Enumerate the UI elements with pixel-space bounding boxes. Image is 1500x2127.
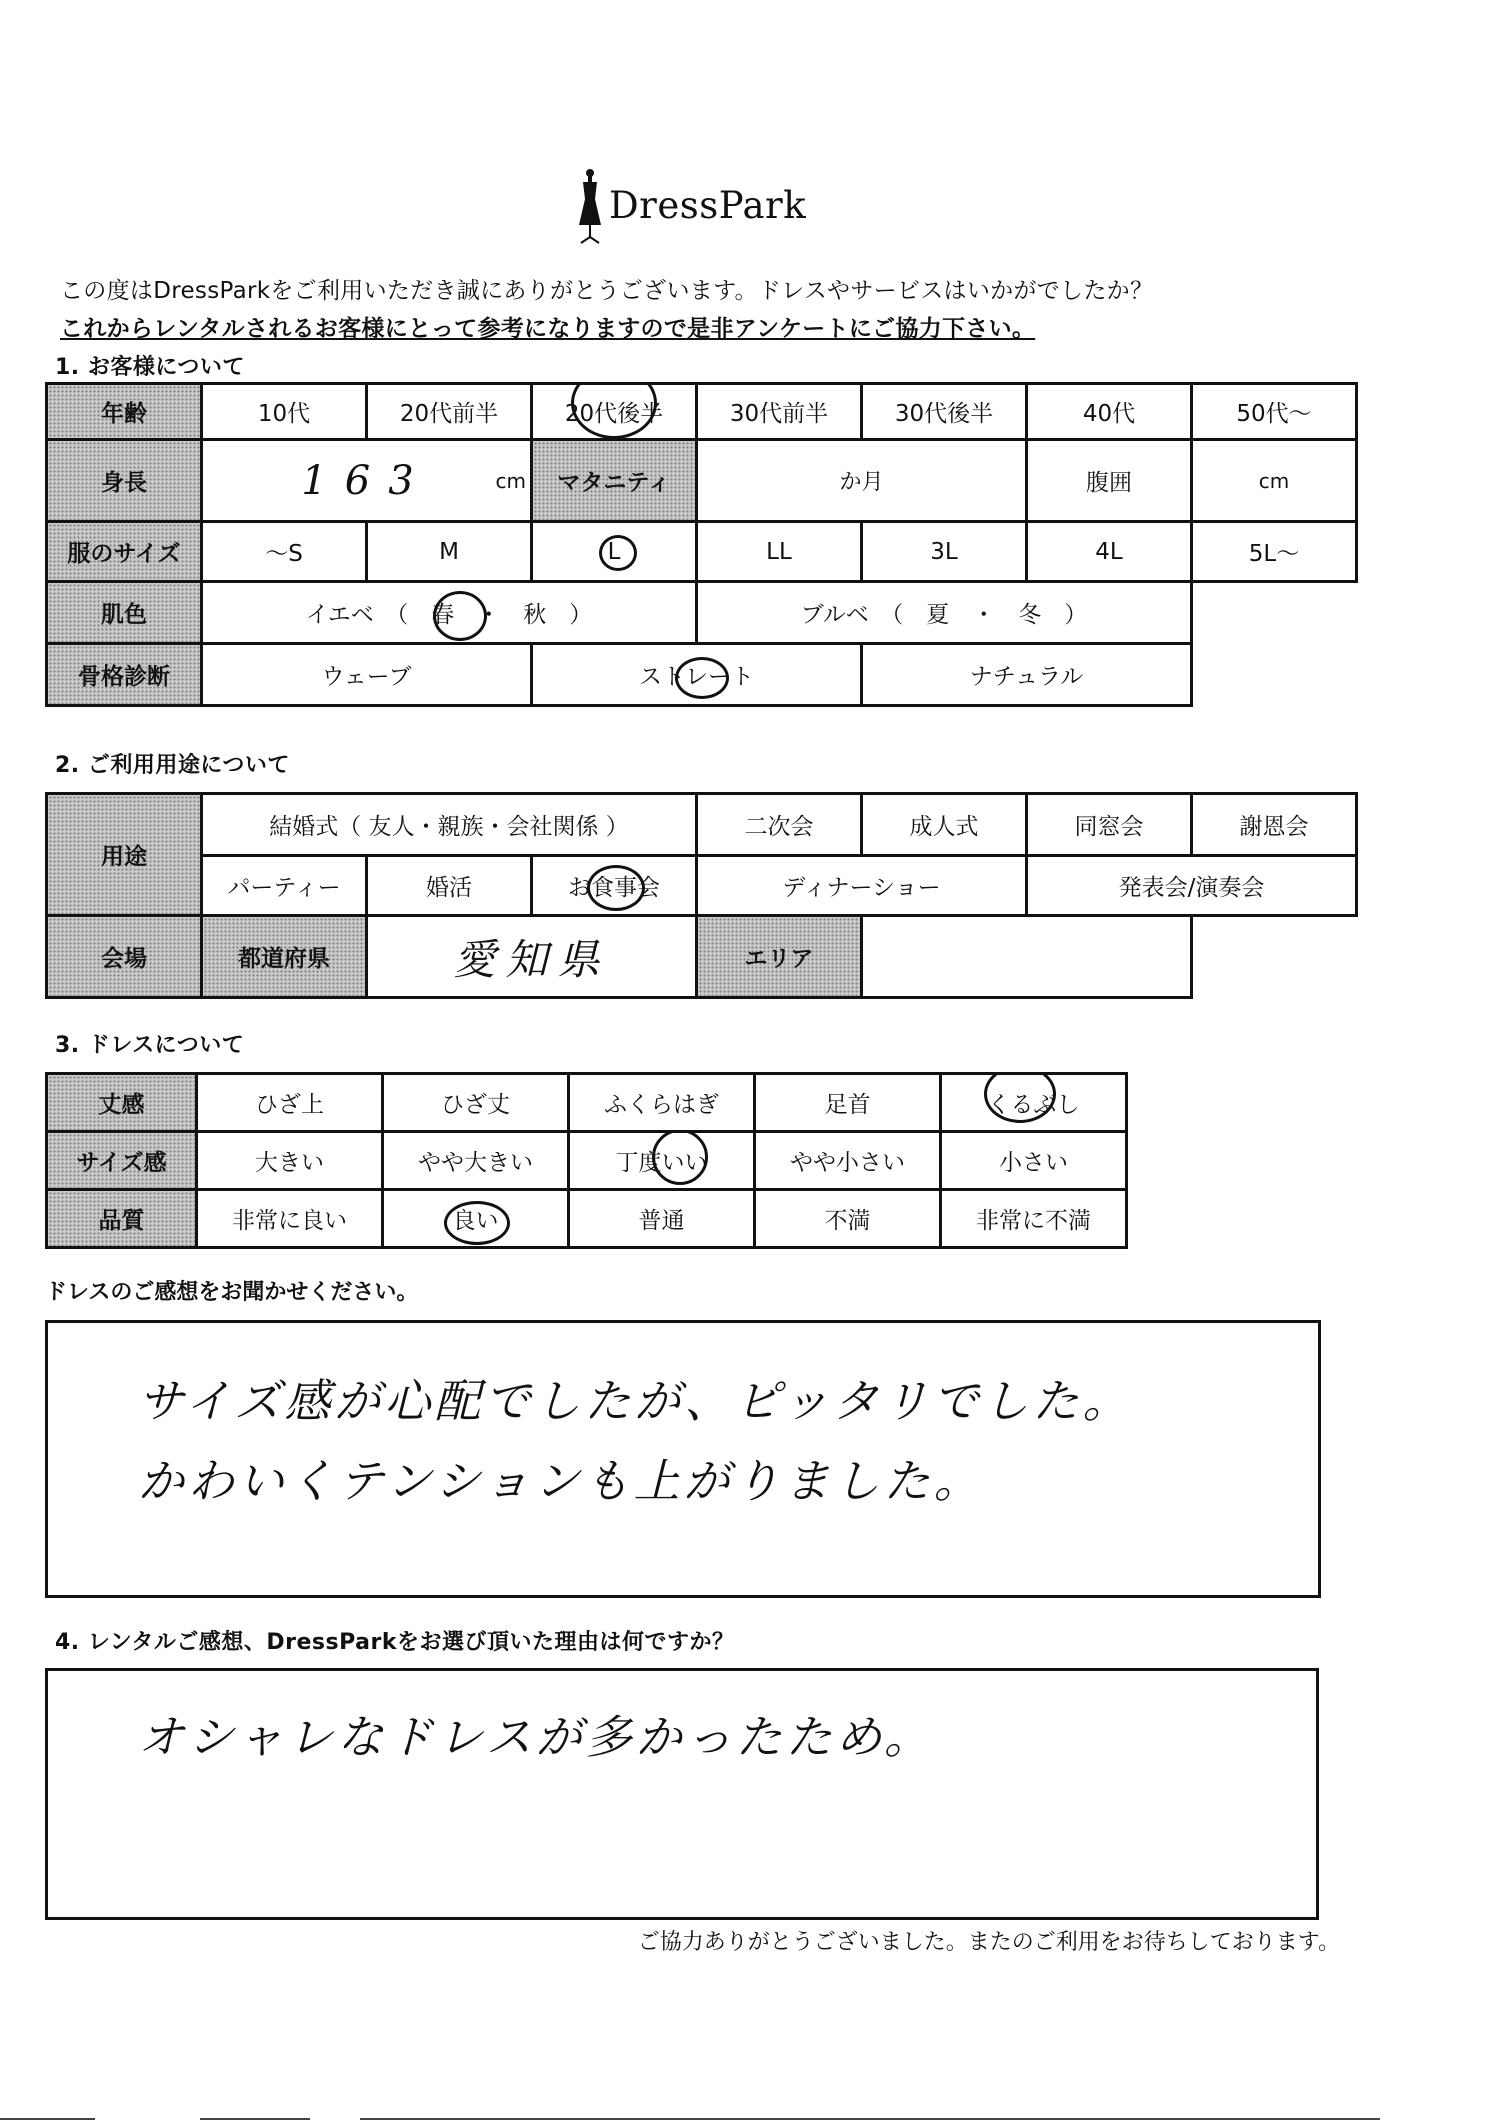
purpose-after-party[interactable]: 二次会 — [697, 794, 862, 856]
size-option-5l-plus[interactable]: 5L～ — [1192, 522, 1357, 582]
quality-option-dissatisfied[interactable]: 不満 — [755, 1190, 941, 1248]
yellow-base-label: イエベ （ 春 ・ 秋 ） — [305, 602, 593, 628]
fit-option-slightly-small[interactable]: やや小さい — [755, 1132, 941, 1190]
section-4-title: 4. レンタルご感想、DressParkをお選び頂いた理由は何ですか？ — [55, 1630, 735, 1655]
section-3-title: 3. ドレスについて — [55, 1033, 245, 1058]
length-label: 丈感 — [47, 1074, 197, 1132]
intro-line-2: これからレンタルされるお客様にとって参考になりますので是非アンケートにご協力下さい。 — [60, 316, 1036, 342]
size-option-l[interactable] — [532, 522, 697, 582]
quality-option-label: 良い — [452, 1208, 499, 1234]
reason-answer-box[interactable] — [45, 1668, 1319, 1920]
maternity-months-field[interactable] — [697, 440, 1027, 522]
area-field[interactable] — [862, 916, 1192, 998]
prefecture-label: 都道府県 — [202, 916, 367, 998]
skin-label: 肌色 — [47, 582, 202, 644]
blank-cell — [1192, 916, 1357, 998]
scan-artifact-line — [0, 2118, 95, 2120]
purpose-dinner-show[interactable]: ディナーショー — [697, 856, 1027, 916]
dress-comment-line-1: サイズ感が心配でしたが、ピッタリでした。 — [138, 1374, 1133, 1428]
skeleton-option-label: ストレート — [639, 664, 754, 690]
size-option-label: L — [607, 538, 621, 565]
length-option-ankle[interactable]: 足首 — [755, 1074, 941, 1132]
scan-artifact-line — [360, 2118, 1380, 2120]
waist-label: 腹囲 — [1027, 440, 1192, 522]
purpose-coming-of-age[interactable]: 成人式 — [862, 794, 1027, 856]
dresspark-logo — [575, 163, 806, 248]
skeleton-label: 骨格診断 — [47, 644, 202, 706]
size-option-3l[interactable]: 3L — [862, 522, 1027, 582]
fit-option-just-right[interactable] — [569, 1132, 755, 1190]
prefecture-value: 愛知県 — [453, 934, 610, 984]
purpose-recital[interactable]: 発表会/演奏会 — [1027, 856, 1357, 916]
fit-label: サイズ感 — [47, 1132, 197, 1190]
age-option-late-30s[interactable]: 30代後半 — [862, 384, 1027, 440]
length-option-calf[interactable]: ふくらはぎ — [569, 1074, 755, 1132]
quality-option-very-good[interactable]: 非常に良い — [197, 1190, 383, 1248]
section-1-title: 1. お客様について — [55, 355, 245, 380]
area-label: エリア — [697, 916, 862, 998]
skeleton-option-wave[interactable]: ウェーブ — [202, 644, 532, 706]
purpose-wedding[interactable]: 結婚式（ 友人・親族・会社関係 ） — [202, 794, 697, 856]
dress-table — [45, 1072, 1128, 1249]
fit-option-slightly-large[interactable]: やや大きい — [383, 1132, 569, 1190]
intro-line-1: この度はDressParkをご利用いただき誠にありがとうございます。ドレスやサービスはいかがでしたか？ — [60, 278, 1154, 304]
customer-info-table — [45, 382, 1358, 707]
length-option-above-knee[interactable]: ひざ上 — [197, 1074, 383, 1132]
fit-option-label: 丁度いい — [615, 1150, 708, 1176]
age-option-label: 20代後半 — [564, 401, 664, 427]
age-option-early-30s[interactable]: 30代前半 — [697, 384, 862, 440]
skeleton-option-natural[interactable]: ナチュラル — [862, 644, 1192, 706]
brand-name: DressPark — [609, 184, 807, 227]
fit-option-small[interactable]: 小さい — [941, 1132, 1127, 1190]
purpose-option-label: お食事会 — [568, 875, 660, 901]
length-option-label: くるぶし — [987, 1092, 1080, 1118]
usage-table — [45, 792, 1358, 999]
blank-cell — [1192, 644, 1357, 706]
venue-label: 会場 — [47, 916, 202, 998]
age-option-10s[interactable]: 10代 — [202, 384, 367, 440]
purpose-thank-you-party[interactable]: 謝恩会 — [1192, 794, 1357, 856]
dress-form-icon — [575, 167, 605, 245]
height-label: 身長 — [47, 440, 202, 522]
age-option-late-20s[interactable] — [532, 384, 697, 440]
purpose-party[interactable]: パーティー — [202, 856, 367, 916]
size-option-ll[interactable]: LL — [697, 522, 862, 582]
length-option-anklebone[interactable] — [941, 1074, 1127, 1132]
purpose-konkatsu[interactable]: 婚活 — [367, 856, 532, 916]
section-2-title: 2. ご利用用途について — [55, 753, 290, 778]
dress-comment-prompt: ドレスのご感想をお聞かせください。 — [45, 1280, 419, 1305]
maternity-label: マタニティ — [532, 440, 697, 522]
waist-field[interactable] — [1192, 440, 1357, 522]
thank-you-footer: ご協力ありがとうございました。またのご利用をお待ちしております。 — [637, 1930, 1340, 1955]
waist-unit: cm — [1258, 468, 1290, 493]
quality-option-average[interactable]: 普通 — [569, 1190, 755, 1248]
skin-yellow-base[interactable] — [202, 582, 697, 644]
purpose-dinner-party[interactable] — [532, 856, 697, 916]
purpose-label: 用途 — [47, 794, 202, 916]
quality-label: 品質 — [47, 1190, 197, 1248]
quality-option-good[interactable] — [383, 1190, 569, 1248]
reason-answer-text: オシャレなドレスが多かったため。 — [138, 1710, 934, 1764]
purpose-reunion[interactable]: 同窓会 — [1027, 794, 1192, 856]
prefecture-field[interactable] — [367, 916, 697, 998]
blank-cell — [1192, 582, 1357, 644]
months-unit: か月 — [839, 470, 884, 495]
age-option-50s-plus[interactable]: 50代～ — [1192, 384, 1357, 440]
dress-comment-box[interactable] — [45, 1320, 1321, 1598]
size-option-m[interactable]: M — [367, 522, 532, 582]
height-value: 163 — [301, 457, 432, 504]
age-option-early-20s[interactable]: 20代前半 — [367, 384, 532, 440]
height-unit: cm — [495, 469, 526, 493]
quality-option-very-dissatisfied[interactable]: 非常に不満 — [941, 1190, 1127, 1248]
fit-option-large[interactable]: 大きい — [197, 1132, 383, 1190]
skeleton-option-straight[interactable] — [532, 644, 862, 706]
size-label: 服のサイズ — [47, 522, 202, 582]
size-option-4l[interactable]: 4L — [1027, 522, 1192, 582]
dress-comment-line-2: かわいくテンションも上がりました。 — [138, 1454, 984, 1508]
skin-blue-base[interactable]: ブルベ （ 夏 ・ 冬 ） — [697, 582, 1192, 644]
age-option-40s[interactable]: 40代 — [1027, 384, 1192, 440]
size-option-s[interactable]: ～S — [202, 522, 367, 582]
age-label: 年齢 — [47, 384, 202, 440]
height-field[interactable] — [202, 440, 532, 522]
length-option-knee[interactable]: ひざ丈 — [383, 1074, 569, 1132]
scan-artifact-line — [200, 2118, 310, 2120]
